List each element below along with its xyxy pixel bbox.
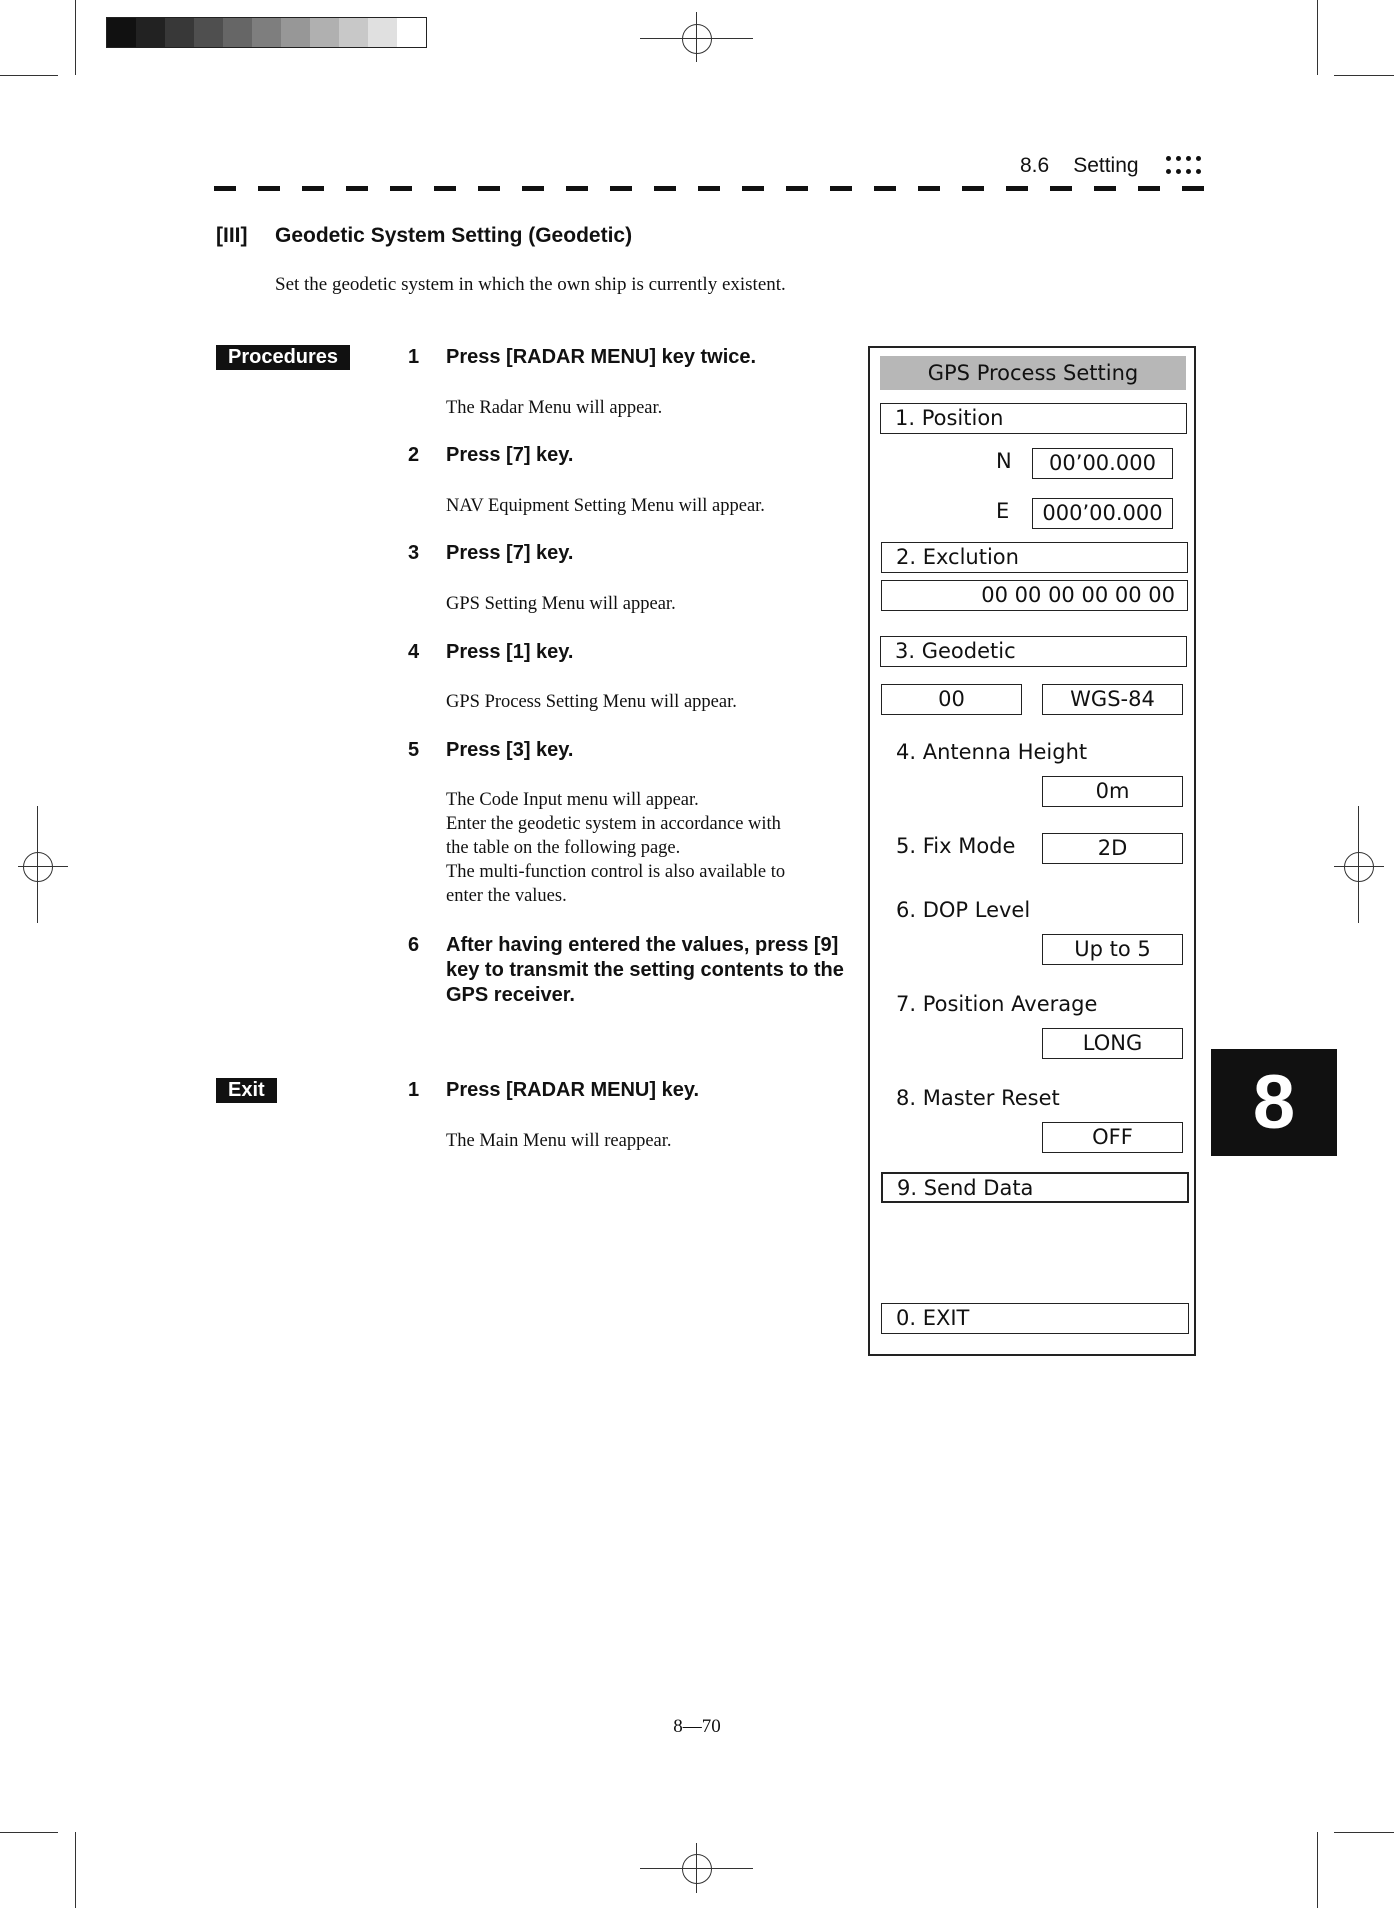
fix-mode-field[interactable]: 2D (1042, 833, 1183, 864)
antenna-height-field[interactable]: 0m (1042, 776, 1183, 807)
menu-item-exit[interactable]: 0. EXIT (881, 1303, 1189, 1334)
chapter-tab: 8 (1211, 1049, 1337, 1156)
page-number: 8—70 (673, 1716, 721, 1737)
step-note: The Main Menu will reappear. (446, 1131, 672, 1151)
running-header (1020, 154, 1139, 178)
step-title: Press [3] key. (446, 739, 574, 761)
step-number: 1 (408, 346, 420, 368)
menu-item-antenna-height[interactable]: 4. Antenna Height (896, 740, 1088, 764)
step-title: Press [7] key. (446, 542, 574, 564)
dop-level-field[interactable]: Up to 5 (1042, 934, 1183, 965)
step-title: Press [RADAR MENU] key. (446, 1079, 700, 1101)
step-number: 4 (408, 641, 420, 663)
step-note: The Code Input menu will appear. Enter the geodetic system in accordance with the table on the following page. The multi-function control is also available to enter the values. (446, 790, 786, 906)
header-section-number: 8.6 (1020, 154, 1050, 177)
step-note: NAV Equipment Setting Menu will appear. (446, 496, 765, 516)
menu-item-send-data[interactable]: 9. Send Data (881, 1172, 1189, 1203)
procedures-tag: Procedures (216, 345, 350, 370)
section-title: Geodetic System Setting (Geodetic) (275, 224, 633, 247)
menu-item-position[interactable]: 1. Position (880, 403, 1187, 434)
master-reset-field[interactable]: OFF (1042, 1122, 1183, 1153)
exclution-field[interactable]: 00 00 00 00 00 00 (881, 580, 1188, 611)
section-intro: Set the geodetic system in which the own ship is currently existent. (275, 274, 786, 295)
header-dots-icon (1163, 152, 1203, 182)
menu-item-dop-level[interactable]: 6. DOP Level (896, 898, 1031, 922)
step-number: 1 (408, 1079, 420, 1101)
menu-item-position-average[interactable]: 7. Position Average (896, 992, 1098, 1016)
step-title: After having entered the values, press [9] key to transmit the setting contents to the GPS receiver. (446, 934, 844, 1006)
step-note: GPS Process Setting Menu will appear. (446, 692, 737, 712)
menu-title: GPS Process Setting (880, 356, 1186, 390)
menu-item-exclution[interactable]: 2. Exclution (881, 542, 1188, 573)
geodetic-code-field[interactable]: 00 (881, 684, 1022, 715)
header-section-title: Setting (1073, 154, 1139, 177)
step-title: Press [1] key. (446, 641, 574, 663)
section-number: [III] (216, 224, 248, 247)
menu-item-geodetic[interactable]: 3. Geodetic (880, 636, 1187, 667)
latitude-field[interactable]: 00’00.000 (1032, 448, 1173, 479)
grayscale-bar (106, 17, 427, 48)
longitude-field[interactable]: 000’00.000 (1032, 498, 1173, 529)
position-average-field[interactable]: LONG (1042, 1028, 1183, 1059)
step-note: The Radar Menu will appear. (446, 398, 663, 418)
step-note: GPS Setting Menu will appear. (446, 594, 676, 614)
step-title: Press [7] key. (446, 444, 574, 466)
section-heading (216, 224, 632, 248)
step-number: 3 (408, 542, 420, 564)
step-title: Press [RADAR MENU] key twice. (446, 346, 757, 368)
longitude-label: E (996, 499, 1010, 523)
latitude-label: N (996, 449, 1012, 473)
geodetic-name-field[interactable]: WGS-84 (1042, 684, 1183, 715)
step-number: 2 (408, 444, 420, 466)
step-number: 5 (408, 739, 420, 761)
step-number: 6 (408, 934, 420, 956)
menu-item-master-reset[interactable]: 8. Master Reset (896, 1086, 1060, 1110)
header-dashed-rule (214, 186, 1204, 191)
exit-tag: Exit (216, 1078, 277, 1103)
menu-item-fix-mode[interactable]: 5. Fix Mode (896, 834, 1016, 858)
gps-process-setting-menu (868, 346, 1196, 1356)
